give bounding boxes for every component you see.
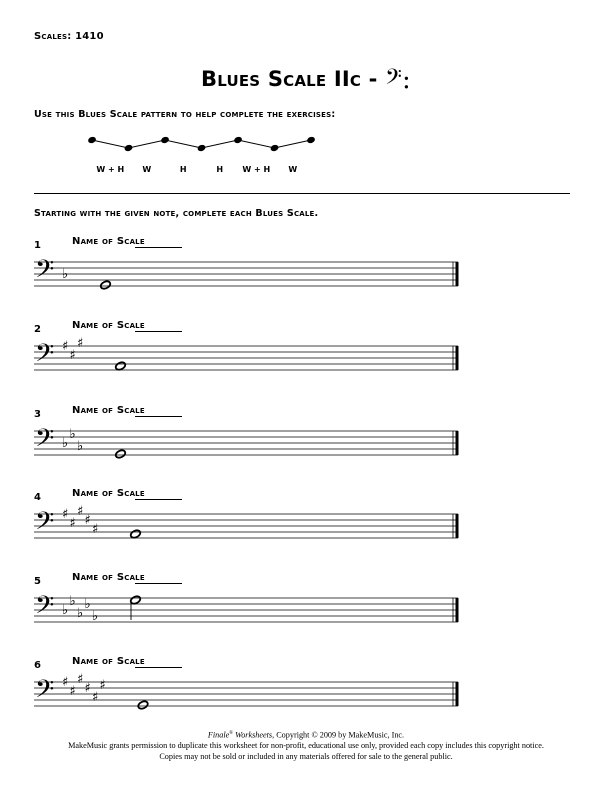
exercise-number: 1 bbox=[34, 240, 42, 251]
footer-copyright: , Copyright © 2009 by MakeMusic, Inc. bbox=[272, 730, 405, 740]
exercise-item bbox=[0, 488, 612, 572]
flat-sign-icon: ♭ bbox=[84, 597, 91, 612]
pattern-interval-label: W + H bbox=[242, 165, 271, 174]
footer-line-1 bbox=[0, 729, 612, 741]
flat-sign-icon: ♭ bbox=[69, 427, 76, 442]
given-note-icon bbox=[137, 700, 149, 710]
flat-sign-icon: ♭ bbox=[92, 609, 99, 624]
scale-name-answer-line[interactable] bbox=[135, 247, 182, 248]
sharp-sign-icon: ♯ bbox=[92, 522, 99, 537]
footer-registered-mark: ® bbox=[229, 731, 234, 736]
footer-app-name: Finale bbox=[207, 730, 230, 740]
scale-name-label: Name of Scale bbox=[72, 572, 145, 583]
sharp-sign-icon: ♯ bbox=[77, 504, 84, 519]
music-staff bbox=[34, 588, 464, 658]
pattern-interval-label: W bbox=[288, 165, 298, 174]
section-divider bbox=[34, 193, 570, 194]
pattern-notehead-icon bbox=[160, 136, 170, 144]
given-note-icon bbox=[130, 529, 142, 539]
bass-clef-icon: 𝄢 bbox=[35, 675, 55, 710]
thick-barline bbox=[456, 598, 459, 622]
pattern-notehead-icon bbox=[233, 136, 243, 144]
pattern-interval-label: H bbox=[216, 165, 224, 174]
exercise-number: 6 bbox=[34, 660, 42, 671]
scale-name-label: Name of Scale bbox=[72, 236, 145, 247]
flat-sign-icon: ♭ bbox=[62, 267, 69, 282]
sharp-sign-icon: ♯ bbox=[69, 516, 76, 531]
sharp-sign-icon: ♯ bbox=[62, 507, 69, 522]
pattern-interval-label: H bbox=[179, 165, 187, 174]
scale-name-answer-line[interactable] bbox=[135, 499, 182, 500]
thick-barline bbox=[456, 682, 459, 706]
bass-clef-icon: 𝄢 bbox=[35, 339, 55, 374]
thick-barline bbox=[456, 514, 459, 538]
pattern-interval-label: W + H bbox=[96, 165, 125, 174]
copyright-footer bbox=[0, 729, 612, 762]
page-title bbox=[0, 65, 612, 96]
thick-barline bbox=[456, 431, 459, 455]
pattern-notehead-icon bbox=[270, 144, 280, 152]
exercise-number: 2 bbox=[34, 324, 42, 335]
music-staff bbox=[34, 504, 464, 574]
pattern-instruction: Use this Blues Scale pattern to help complete the exercises: bbox=[34, 109, 336, 120]
scale-name-label: Name of Scale bbox=[72, 405, 145, 416]
exercise-item bbox=[0, 320, 612, 404]
scale-name-label: Name of Scale bbox=[72, 656, 145, 667]
sharp-sign-icon: ♯ bbox=[92, 690, 99, 705]
pattern-notehead-icon bbox=[197, 144, 207, 152]
pattern-interval-label: W bbox=[142, 165, 152, 174]
bass-clef-icon: 𝄢 bbox=[35, 507, 55, 542]
music-staff bbox=[34, 336, 464, 406]
sharp-sign-icon: ♯ bbox=[84, 513, 91, 528]
flat-sign-icon: ♭ bbox=[77, 606, 84, 621]
scale-name-answer-line[interactable] bbox=[135, 667, 182, 668]
sharp-sign-icon: ♯ bbox=[99, 678, 106, 693]
scale-name-label: Name of Scale bbox=[72, 488, 145, 499]
bass-clef-icon: 𝄢 bbox=[35, 255, 55, 290]
scale-name-answer-line[interactable] bbox=[135, 416, 182, 417]
exercise-number: 4 bbox=[34, 492, 42, 503]
exercise-item bbox=[0, 656, 612, 740]
scale-name-answer-line[interactable] bbox=[135, 331, 182, 332]
given-note-icon bbox=[100, 280, 112, 290]
pattern-notehead-icon bbox=[124, 144, 134, 152]
footer-line-2: MakeMusic grants permission to duplicate this worksheet for non-profit, educational use only, provided each copy includes this copyright notice. bbox=[68, 741, 544, 751]
sharp-sign-icon: ♯ bbox=[77, 336, 84, 351]
pattern-notehead-icon bbox=[306, 136, 316, 144]
bass-clef-icon: 𝄢 bbox=[35, 424, 55, 459]
exercise-item bbox=[0, 236, 612, 320]
scale-pattern-diagram bbox=[80, 130, 370, 180]
scale-name-answer-line[interactable] bbox=[135, 583, 182, 584]
thick-barline bbox=[456, 262, 459, 286]
thick-barline bbox=[456, 346, 459, 370]
sharp-sign-icon: ♯ bbox=[69, 348, 76, 363]
exercise-number: 5 bbox=[34, 576, 42, 587]
exercise-instruction: Starting with the given note, complete each Blues Scale. bbox=[34, 208, 319, 219]
flat-sign-icon: ♭ bbox=[77, 439, 84, 454]
bass-clef-icon: 𝄢 bbox=[35, 591, 55, 626]
given-note-icon bbox=[115, 449, 127, 459]
flat-sign-icon: ♭ bbox=[69, 594, 76, 609]
sharp-sign-icon: ♯ bbox=[62, 675, 69, 690]
sharp-sign-icon: ♯ bbox=[69, 684, 76, 699]
music-staff bbox=[34, 252, 464, 322]
exercise-item bbox=[0, 405, 612, 489]
sharp-sign-icon: ♯ bbox=[77, 672, 84, 687]
scale-name-label: Name of Scale bbox=[72, 320, 145, 331]
music-staff bbox=[34, 421, 464, 491]
footer-product-name: Worksheets bbox=[233, 730, 273, 740]
title-text: Blues Scale IIc - bbox=[201, 67, 386, 91]
flat-sign-icon: ♭ bbox=[62, 603, 69, 618]
sharp-sign-icon: ♯ bbox=[84, 681, 91, 696]
footer-line-3: Copies may not be sold or included in any materials offered for sale to the general public. bbox=[159, 751, 453, 761]
bass-clef-icon: 𝄢: bbox=[385, 65, 411, 95]
sharp-sign-icon: ♯ bbox=[62, 339, 69, 354]
exercise-item bbox=[0, 572, 612, 656]
given-note-icon bbox=[115, 361, 127, 371]
pattern-notehead-icon bbox=[87, 136, 97, 144]
worksheet-code: Scales: 1410 bbox=[34, 31, 104, 42]
flat-sign-icon: ♭ bbox=[62, 436, 69, 451]
exercise-number: 3 bbox=[34, 409, 42, 420]
